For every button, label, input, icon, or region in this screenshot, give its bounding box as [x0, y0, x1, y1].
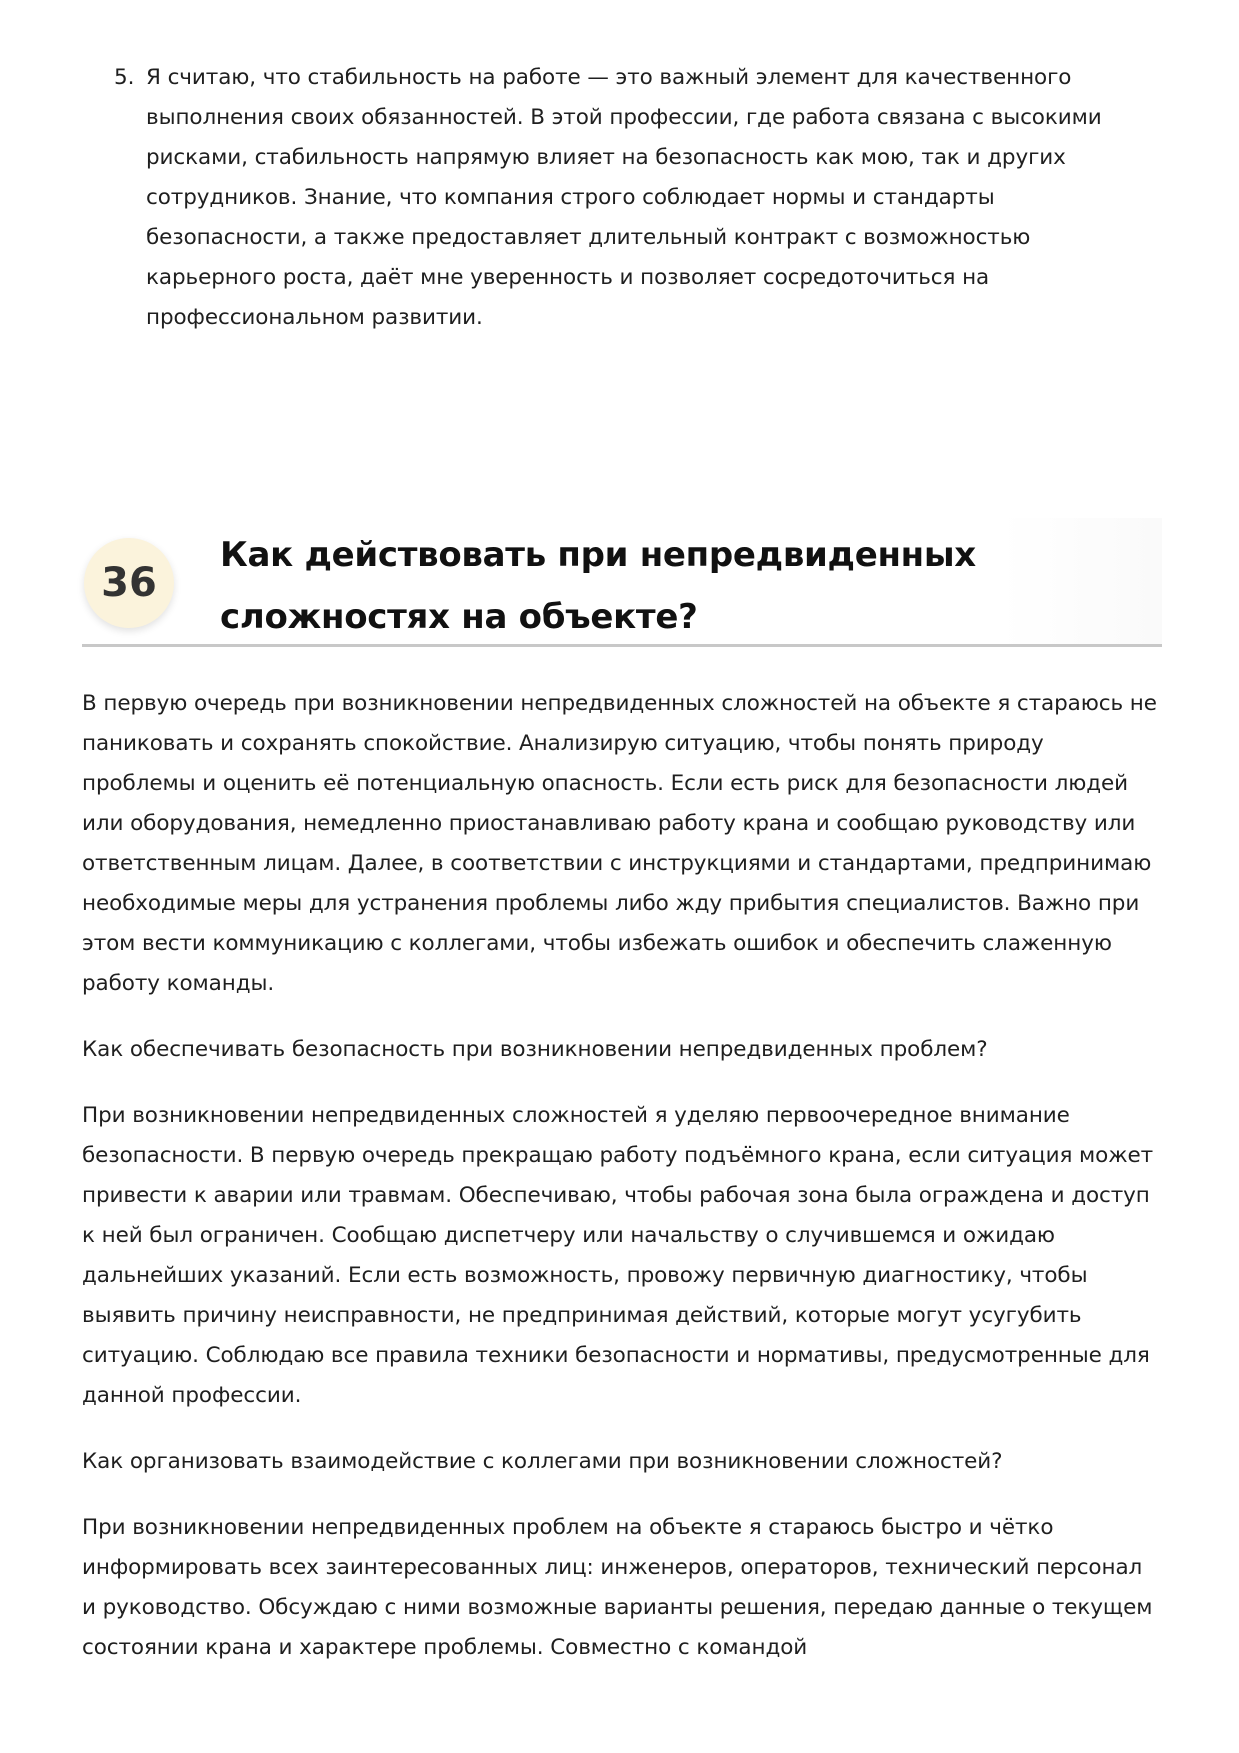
answer-content: [82, 684, 1162, 1694]
question-number-badge: 36: [84, 538, 174, 628]
list-item-number: 5.: [114, 65, 135, 90]
sub-question: Как организовать взаимодействие с коллегами при возникновении сложностей?: [82, 1449, 1003, 1474]
numbered-list-item: [114, 58, 1134, 338]
list-item-text: Я считаю, что стабильность на работе — это важный элемент для качественного выполнения своих обязанностей. В этой профессии, где работа связана с высокими рисками, стабильность напрямую влияет на безопасность как мою, так и других сотрудников. Знание, что компания строго соблюдает нормы и стандарты безопасности, а также предоставляет длительный контракт с возможностью карьерного роста, даёт мне уверенность и позволяет сосредоточиться на профессиональном развитии.: [146, 65, 1102, 330]
question-title: Как действовать при непредвиденных сложностях на объекте?: [220, 535, 976, 637]
sub-question: Как обеспечивать безопасность при возникновении непредвиденных проблем?: [82, 1037, 988, 1062]
answer-paragraph: При возникновении непредвиденных проблем на объекте я стараюсь быстро и чётко информировать всех заинтересованных лиц: инженеров, операторов, технический персонал и руководство. Обсуждаю с ними возможные варианты решения, передаю данные о текущем состоянии крана и характере проблемы. Совместно с командой: [82, 1515, 1153, 1660]
question-header: [82, 518, 1162, 647]
answer-paragraph: В первую очередь при возникновении непредвиденных сложностей на объекте я стараюсь не паниковать и сохранять спокойствие. Анализирую ситуацию, чтобы понять природу проблемы и оценить её потенциальную опасность. Если есть риск для безопасности людей или оборудования, немедленно приостанавливаю работу крана и сообщаю руководству или ответственным лицам. Далее, в соответствии с инструкциями и стандартами, предпринимаю необходимые меры для устранения проблемы либо жду прибытия специалистов. Важно при этом вести коммуникацию с коллегами, чтобы избежать ошибок и обеспечить слаженную работу команды.: [82, 691, 1157, 996]
answer-paragraph: При возникновении непредвиденных сложностей я уделяю первоочередное внимание безопасности. В первую очередь прекращаю работу подъёмного крана, если ситуация может привести к аварии или травмам. Обеспечиваю, чтобы рабочая зона была ограждена и доступ к ней был ограничен. Сообщаю диспетчеру или начальству о случившемся и ожидаю дальнейших указаний. Если есть возможность, провожу первичную диагностику, чтобы выявить причину неисправности, не предпринимая действий, которые могут усугубить ситуацию. Соблюдаю все правила техники безопасности и нормативы, предусмотренные для данной профессии.: [82, 1103, 1154, 1408]
